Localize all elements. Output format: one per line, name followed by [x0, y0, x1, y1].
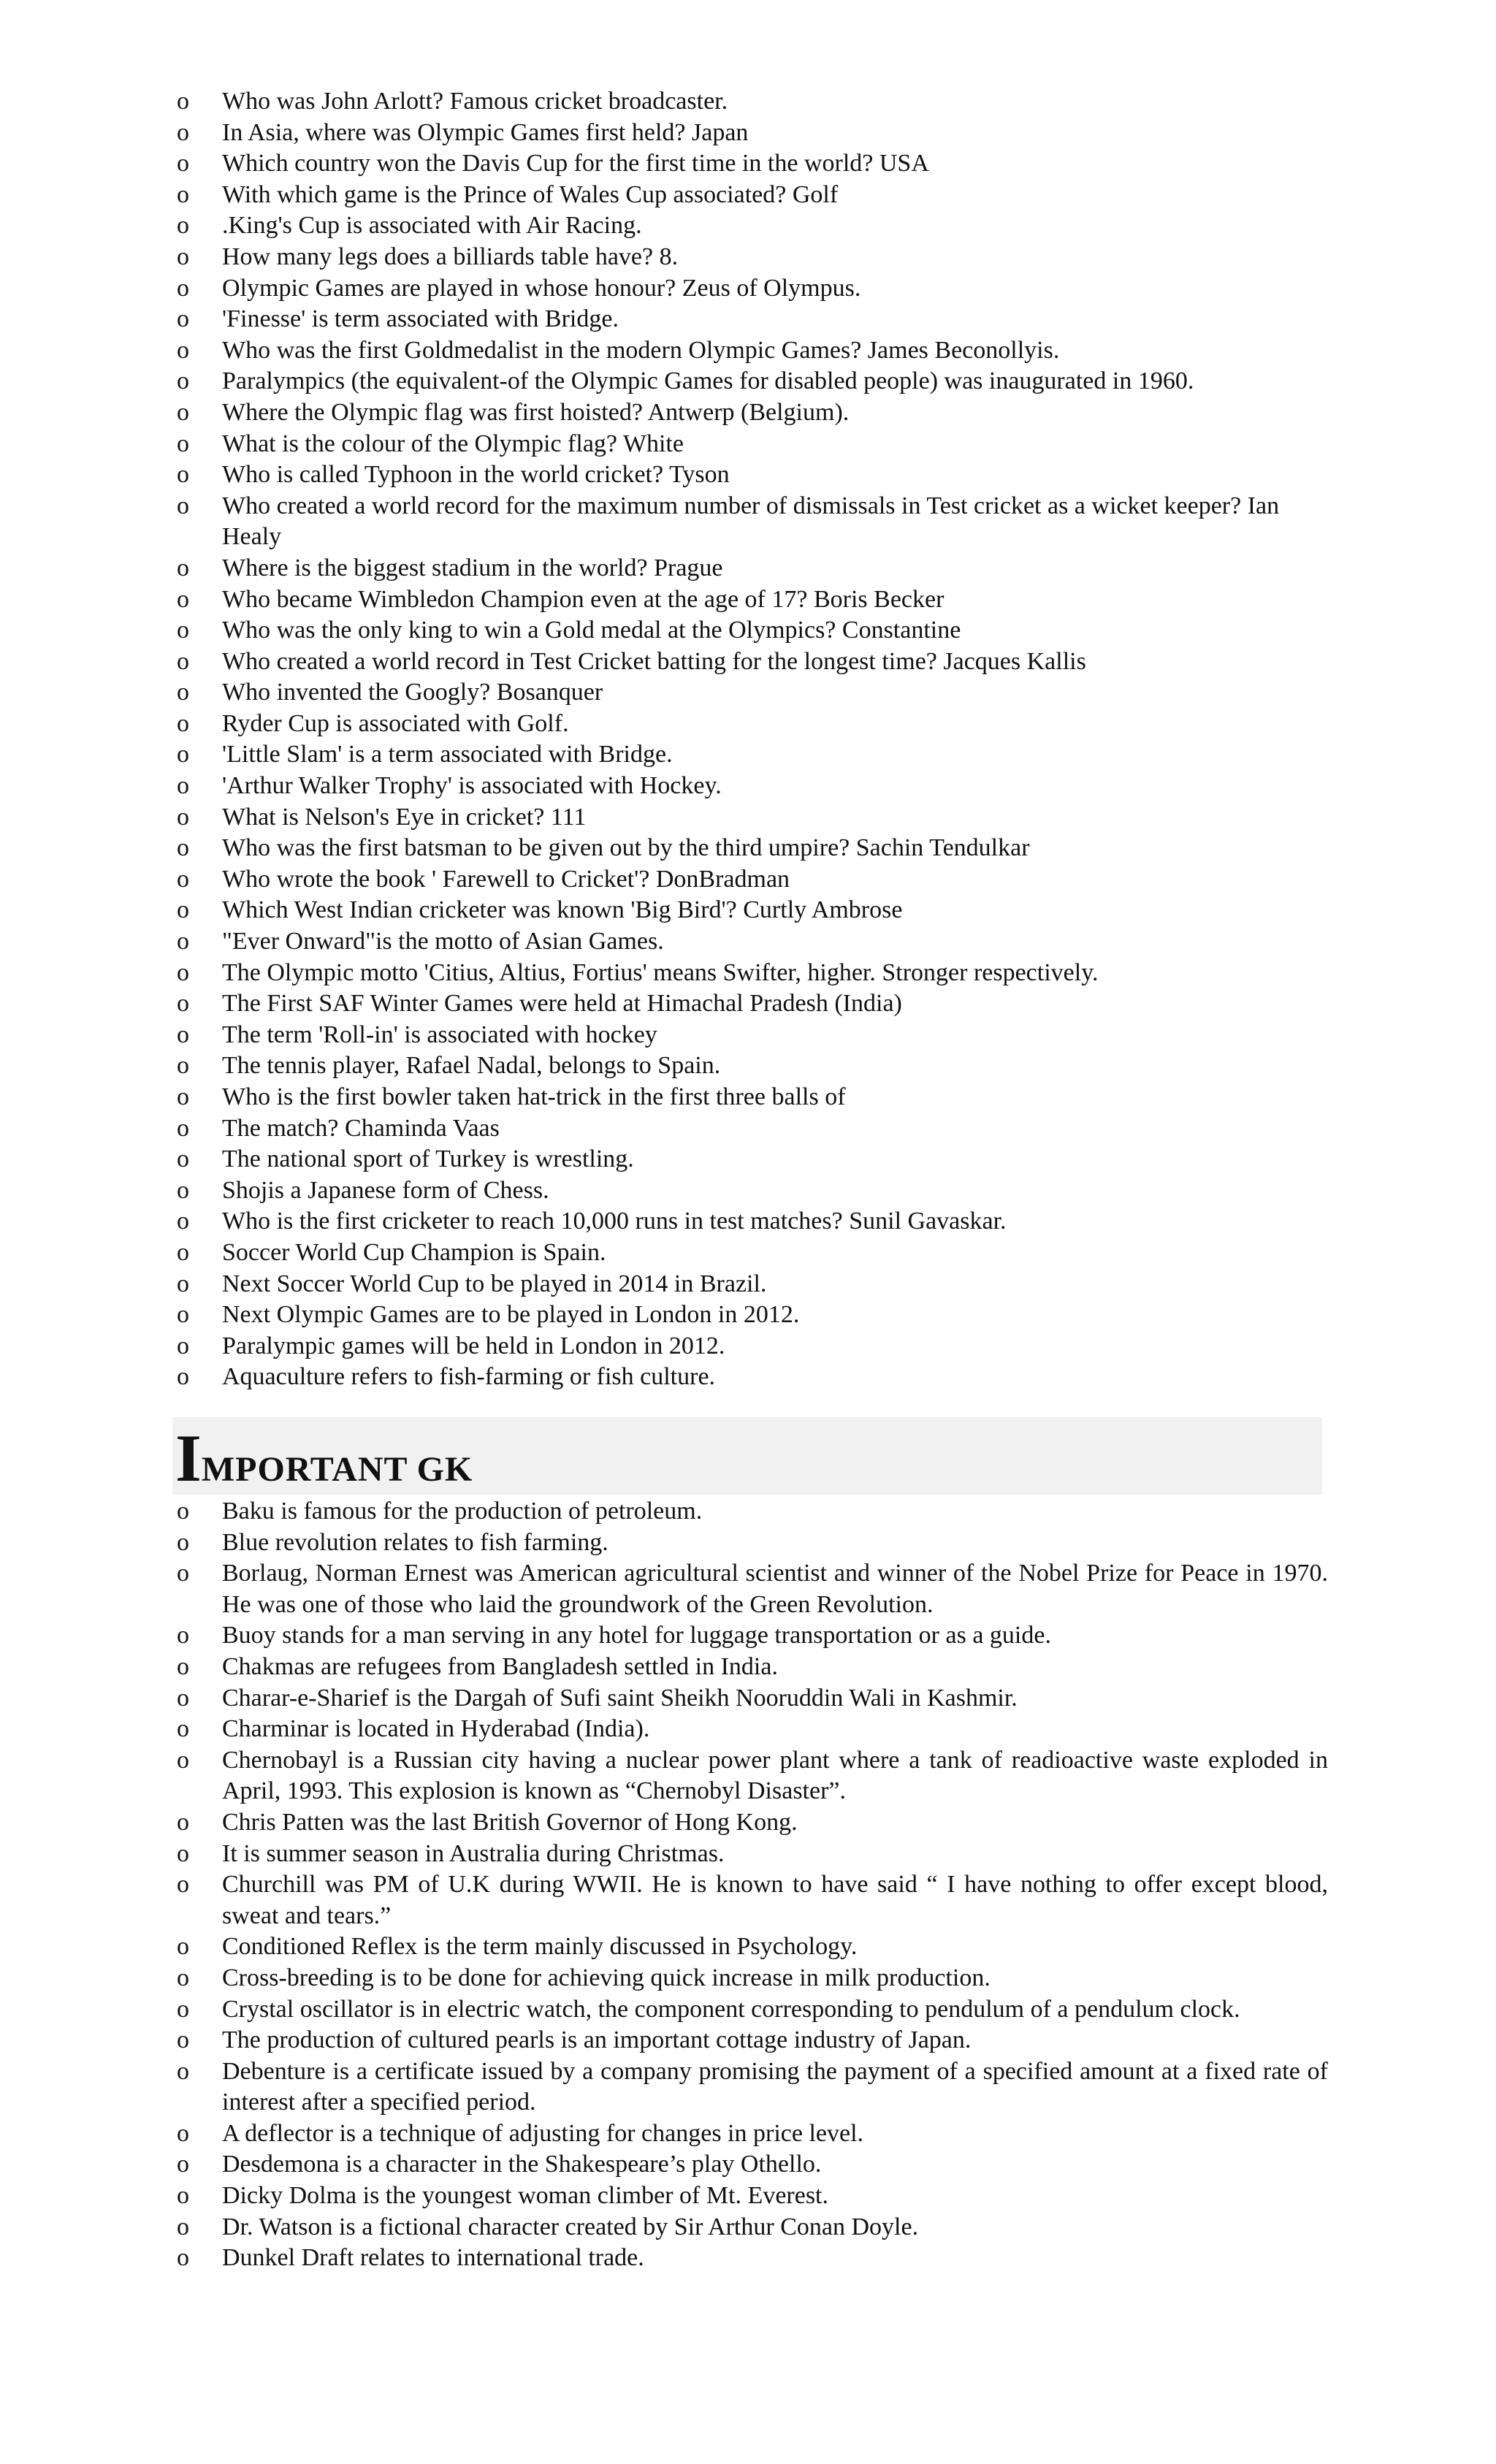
bullet-icon: o [177, 2151, 189, 2178]
list-item-text: Aquaculture refers to fish-farming or fish culture. [222, 1363, 716, 1391]
bullet-icon: o [177, 617, 189, 644]
list-item [174, 210, 1328, 242]
list-item [174, 335, 1328, 367]
list-item [174, 1496, 1328, 1527]
list-item [174, 1206, 1328, 1237]
list-item-text: Which West Indian cricketer was known 'Big Bird'? Curtly Ambrose [222, 896, 903, 924]
bullet-icon: o [177, 243, 189, 270]
bullet-icon: o [177, 1332, 189, 1359]
list-item-text: Who is called Typhoon in the world cricket? Tyson [222, 461, 730, 489]
list-item-text: Who became Wimbledon Champion even at the age of 17? Boris Becker [222, 585, 944, 613]
list-item [174, 1994, 1328, 2026]
list-item-text: The term 'Roll-in' is associated with hockey [222, 1021, 657, 1048]
bullet-icon: o [177, 1964, 189, 1991]
bullet-icon: o [177, 928, 189, 956]
bullet-icon: o [177, 274, 189, 302]
important-gk-list [174, 1496, 1328, 2274]
bullet-icon: o [177, 2244, 189, 2272]
list-item [174, 1745, 1328, 1807]
bullet-icon: o [177, 492, 189, 519]
bullet-icon: o [177, 585, 189, 613]
sports-qa-list [174, 86, 1328, 1393]
bullet-icon: o [177, 2119, 189, 2147]
bullet-icon: o [177, 679, 189, 706]
list-item-text: What is Nelson's Eye in cricket? 111 [222, 803, 587, 831]
list-item [174, 1714, 1328, 1745]
list-item-text: The match? Chaminda Vaas [222, 1114, 500, 1142]
list-item [174, 677, 1328, 709]
list-item-text: Who was the first batsman to be given out by the third umpire? Sachin Tendulkar [222, 834, 1030, 862]
list-item [174, 180, 1328, 211]
list-item-text: Who created a world record in Test Cricket batting for the longest time? Jacques Kallis [222, 647, 1086, 675]
bullet-icon: o [177, 2213, 189, 2240]
list-item [174, 1331, 1328, 1362]
list-item-text: Dunkel Draft relates to international trade. [222, 2244, 644, 2272]
list-item-text: 'Arthur Walker Trophy' is associated with Hockey. [222, 772, 722, 800]
bullet-icon: o [177, 367, 189, 395]
bullet-icon: o [177, 1746, 189, 1774]
list-item [174, 1839, 1328, 1870]
bullet-icon: o [177, 1528, 189, 1556]
list-item-text: 'Little Slam' is a term associated with Bridge. [222, 741, 673, 768]
bullet-icon: o [177, 990, 189, 1018]
bullet-icon: o [177, 1871, 189, 1899]
list-item-text: How many legs does a billiards table have? 8. [222, 243, 679, 270]
bullet-icon: o [177, 1684, 189, 1712]
bullet-icon: o [177, 1301, 189, 1329]
list-item-text: Next Olympic Games are to be played in London in 2012. [222, 1301, 800, 1329]
list-item-text: Dr. Watson is a fictional character created by Sir Arthur Conan Doyle. [222, 2213, 919, 2240]
bullet-icon: o [177, 2026, 189, 2054]
list-item-text: The tennis player, Rafael Nadal, belongs to Spain. [222, 1052, 721, 1080]
list-item-text: Paralympics (the equivalent-of the Olympic Games for disabled people) was inaugurated in 1960. [222, 367, 1194, 395]
bullet-icon: o [177, 1839, 189, 1867]
list-item-text: Churchill was PM of U.K during WWII. He is known to have said “ I have nothing to offer except blood, sweat and tears.” [222, 1871, 1328, 1929]
bullet-icon: o [177, 150, 189, 178]
list-item [174, 895, 1328, 926]
bullet-icon: o [177, 1208, 189, 1235]
list-item [174, 1269, 1328, 1300]
list-item [174, 833, 1328, 864]
bullet-icon: o [177, 1622, 189, 1649]
bullet-icon: o [177, 958, 189, 986]
bullet-icon: o [177, 2057, 189, 2085]
list-item-text: Dicky Dolma is the youngest woman climber of Mt. Everest. [222, 2182, 828, 2210]
list-item [174, 2118, 1328, 2150]
bullet-icon: o [177, 180, 189, 208]
list-item-text: Cross-breeding is to be done for achieving quick increase in milk production. [222, 1964, 991, 1991]
list-item-text: Charminar is located in Hyderabad (India). [222, 1715, 650, 1743]
list-item [174, 1931, 1328, 1963]
list-item [174, 709, 1328, 740]
list-item-text: What is the colour of the Olympic flag? White [222, 430, 684, 457]
list-item-text: The Olympic motto 'Citius, Altius, Fortius' means Swifter, higher. Stronger respectively. [222, 958, 1099, 986]
list-item [174, 584, 1328, 616]
list-item [174, 304, 1328, 335]
bullet-icon: o [177, 772, 189, 800]
list-item-text: Paralympic games will be held in London in 2012. [222, 1332, 725, 1359]
list-item-text: Who is the first cricketer to reach 10,000 runs in test matches? Sunil Gavaskar. [222, 1208, 1007, 1235]
list-item [174, 1527, 1328, 1559]
bullet-icon: o [177, 834, 189, 862]
bullet-icon: o [177, 865, 189, 893]
section-heading-bar [172, 1417, 1322, 1495]
list-item-text: Olympic Games are played in whose honour? Zeus of Olympus. [222, 274, 861, 302]
list-item-text: The national sport of Turkey is wrestling. [222, 1145, 634, 1173]
list-item-text: Baku is famous for the production of petroleum. [222, 1498, 703, 1525]
bullet-icon: o [177, 398, 189, 426]
list-item [174, 2025, 1328, 2056]
list-item [174, 1050, 1328, 1082]
bullet-icon: o [177, 88, 189, 115]
list-item [174, 2212, 1328, 2243]
bullet-icon: o [177, 1498, 189, 1525]
bullet-icon: o [177, 1238, 189, 1266]
bullet-icon: o [177, 1145, 189, 1173]
bullet-icon: o [177, 803, 189, 831]
list-item-text: Debenture is a certificate issued by a company promising the payment of a specified amount at a fixed rate of interest after a specified period. [222, 2057, 1328, 2116]
list-item [174, 2181, 1328, 2212]
list-item [174, 1362, 1328, 1393]
bullet-icon: o [177, 430, 189, 457]
list-item [174, 1620, 1328, 1652]
bullet-icon: o [177, 118, 189, 146]
list-item [174, 1237, 1328, 1269]
list-item-text: Crystal oscillator is in electric watch, the component corresponding to pendulum of a pendulum clock. [222, 1995, 1240, 2023]
list-item [174, 148, 1328, 180]
list-item [174, 739, 1328, 771]
bullet-icon: o [177, 1808, 189, 1836]
list-item [174, 1020, 1328, 1051]
list-item [174, 1652, 1328, 1683]
bullet-icon: o [177, 1114, 189, 1142]
bullet-icon: o [177, 305, 189, 333]
list-item-text: Which country won the Davis Cup for the first time in the world? USA [222, 150, 929, 178]
list-item-text: Who is the first bowler taken hat-trick in the first three balls of [222, 1083, 846, 1110]
heading-initial: I [175, 1421, 202, 1495]
list-item [174, 459, 1328, 491]
list-item-text: Chakmas are refugees from Bangladesh settled in India. [222, 1652, 778, 1680]
list-item-text: The First SAF Winter Games were held at Himachal Pradesh (India) [222, 990, 902, 1018]
list-item-text: A deflector is a technique of adjusting for changes in price level. [222, 2119, 864, 2147]
list-item-text: Where is the biggest stadium in the world? Prague [222, 554, 723, 581]
list-item [174, 553, 1328, 584]
list-item-text: Who created a world record for the maximum number of dismissals in Test cricket as a wicket keeper? Ian Healy [222, 492, 1280, 551]
list-item [174, 118, 1328, 149]
bullet-icon: o [177, 1363, 189, 1391]
list-item [174, 429, 1328, 460]
bullet-icon: o [177, 461, 189, 489]
list-item [174, 2149, 1328, 2181]
list-item-text: Borlaug, Norman Ernest was American agricultural scientist and winner of the Nobel Prize for Peace in 1970. He was one of those who laid the groundwork of the Green Revolution. [222, 1560, 1328, 1618]
list-item-text: Who was John Arlott? Famous cricket broadcaster. [222, 88, 728, 115]
list-item [174, 771, 1328, 802]
list-item-text: Where the Olympic flag was first hoisted? Antwerp (Belgium). [222, 398, 850, 426]
list-item [174, 926, 1328, 958]
list-item [174, 646, 1328, 678]
list-item [174, 988, 1328, 1020]
bullet-icon: o [177, 709, 189, 737]
list-item-text: With which game is the Prince of Wales Cup associated? Golf [222, 180, 839, 208]
list-item [174, 1113, 1328, 1145]
list-item-text: 'Finesse' is term associated with Bridge. [222, 305, 619, 333]
bullet-icon: o [177, 1995, 189, 2023]
list-item [174, 864, 1328, 896]
list-item [174, 1144, 1328, 1175]
list-item [174, 1300, 1328, 1331]
list-item [174, 491, 1328, 553]
list-item-text: It is summer season in Australia during Christmas. [222, 1839, 725, 1867]
list-item [174, 1175, 1328, 1207]
section-heading [175, 1421, 473, 1495]
list-item-text: .King's Cup is associated with Air Racing. [222, 212, 642, 240]
bullet-icon: o [177, 1052, 189, 1080]
bullet-icon: o [177, 647, 189, 675]
list-item [174, 1807, 1328, 1839]
bullet-icon: o [177, 1176, 189, 1204]
list-item-text: Buoy stands for a man serving in any hotel for luggage transportation or as a guide. [222, 1622, 1051, 1649]
list-item-text: Who was the only king to win a Gold medal at the Olympics? Constantine [222, 617, 961, 644]
list-item [174, 802, 1328, 834]
bullet-icon: o [177, 2182, 189, 2210]
list-item-text: Blue revolution relates to fish farming. [222, 1528, 608, 1556]
list-item [174, 1082, 1328, 1113]
list-item [174, 1683, 1328, 1714]
list-item-text: Soccer World Cup Champion is Spain. [222, 1238, 606, 1266]
list-item [174, 1963, 1328, 1994]
list-item-text: Next Soccer World Cup to be played in 2014 in Brazil. [222, 1270, 767, 1297]
heading-rest: MPORTANT GK [201, 1450, 473, 1489]
list-item-text: Desdemona is a character in the Shakespeare’s play Othello. [222, 2151, 822, 2178]
list-item-text: The production of cultured pearls is an important cottage industry of Japan. [222, 2026, 972, 2054]
bullet-icon: o [177, 212, 189, 240]
list-item [174, 86, 1328, 118]
bullet-icon: o [177, 1083, 189, 1110]
list-item-text: Conditioned Reflex is the term mainly discussed in Psychology. [222, 1933, 858, 1961]
list-item-text: Who was the first Goldmedalist in the modern Olympic Games? James Beconollyis. [222, 336, 1060, 364]
list-item-text: Shojis a Japanese form of Chess. [222, 1176, 549, 1204]
list-item-text: Chris Patten was the last British Governor of Hong Kong. [222, 1808, 798, 1836]
bullet-icon: o [177, 336, 189, 364]
bullet-icon: o [177, 554, 189, 581]
list-item [174, 2243, 1328, 2274]
bullet-icon: o [177, 741, 189, 768]
bullet-icon: o [177, 1933, 189, 1961]
list-item [174, 1869, 1328, 1931]
list-item-text: In Asia, where was Olympic Games first held? Japan [222, 118, 749, 146]
list-item [174, 273, 1328, 305]
bullet-icon: o [177, 1270, 189, 1297]
list-item-text: Charar-e-Sharief is the Dargah of Sufi saint Sheikh Nooruddin Wali in Kashmir. [222, 1684, 1018, 1712]
bullet-icon: o [177, 1715, 189, 1743]
bullet-icon: o [177, 1021, 189, 1048]
list-item-text: Ryder Cup is associated with Golf. [222, 709, 569, 737]
list-item [174, 615, 1328, 646]
bullet-icon: o [177, 1560, 189, 1587]
list-item-text: Who wrote the book ' Farewell to Cricket'? DonBradman [222, 865, 790, 893]
bullet-icon: o [177, 1652, 189, 1680]
list-item-text: "Ever Onward"is the motto of Asian Games. [222, 928, 664, 956]
list-item-text: Who invented the Googly? Bosanquer [222, 679, 603, 706]
list-item [174, 366, 1328, 397]
list-item [174, 2056, 1328, 2118]
list-item [174, 397, 1328, 429]
bullet-icon: o [177, 896, 189, 924]
list-item [174, 1558, 1328, 1620]
list-item [174, 242, 1328, 273]
list-item [174, 958, 1328, 989]
list-item-text: Chernobayl is a Russian city having a nuclear power plant where a tank of readioactive waste exploded in April, 1993. This explosion is known as “Chernobyl Disaster”. [222, 1746, 1328, 1805]
